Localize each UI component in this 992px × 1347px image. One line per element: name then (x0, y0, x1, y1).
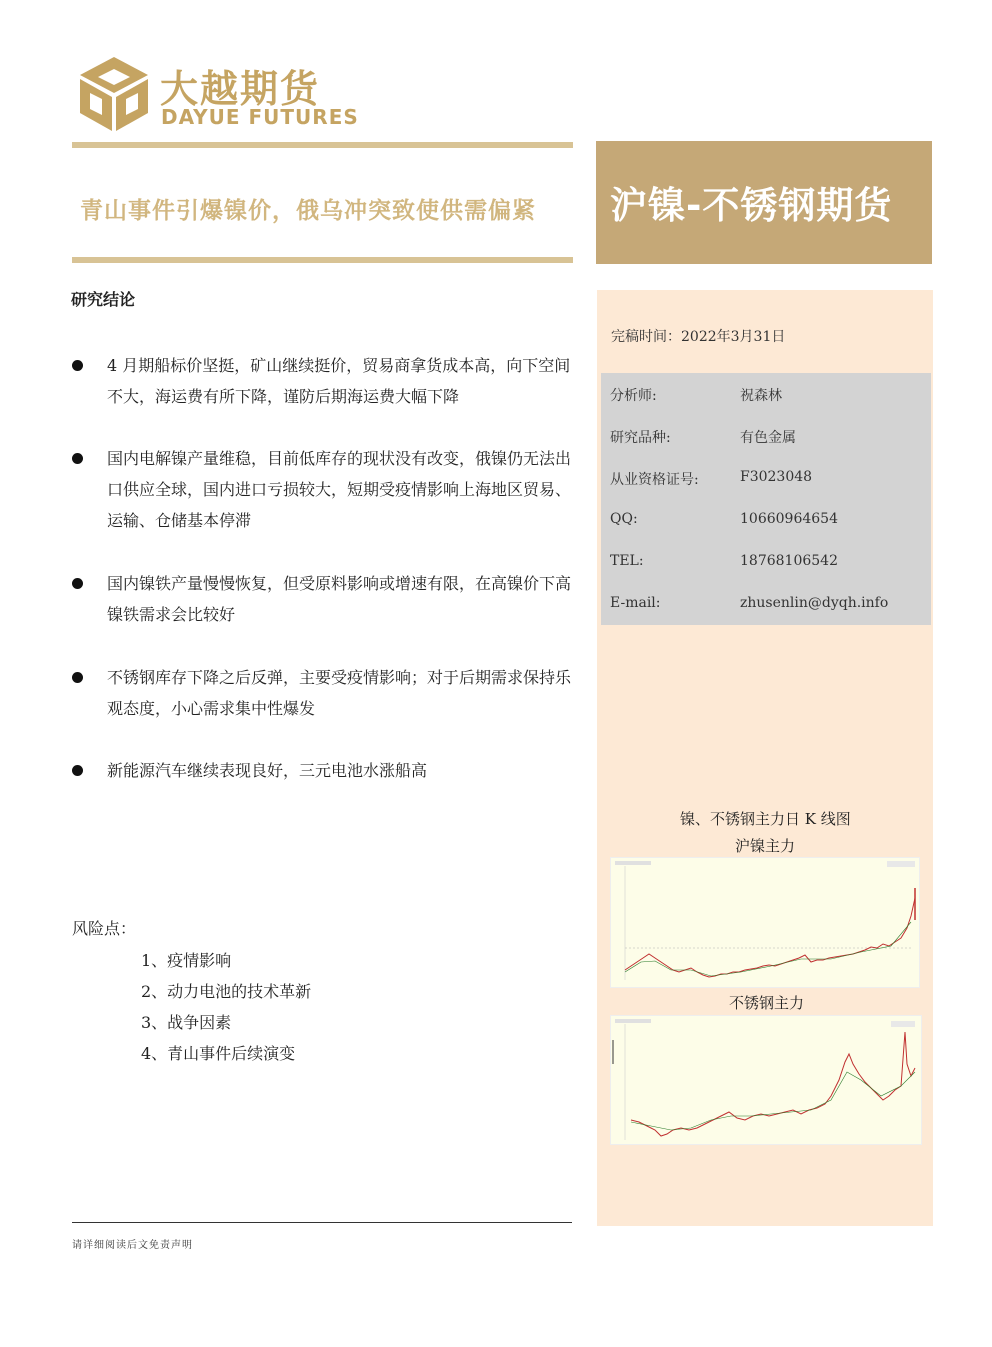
info-value: zhusenlin@dyqh.info (740, 595, 889, 611)
chart-section-title: 镍、不锈钢主力日 K 线图 (680, 810, 851, 828)
logo-name-en: DAYUE FUTURES (161, 105, 359, 129)
report-title: 青山事件引爆镍价，俄乌冲突致使供需偏紧 (80, 198, 536, 224)
product-banner (596, 141, 932, 264)
nickel-kline-chart (610, 857, 920, 988)
banner-title: 沪镍-不锈钢期货 (610, 184, 893, 227)
title-bottom-rule (72, 257, 573, 263)
bullet-icon (72, 453, 83, 464)
info-label: 研究品种: (610, 430, 671, 446)
bullet-text: 国内镍铁产量慢慢恢复，但受原料影响或增速有限，在高镍价下高镍铁需求会比较好 (107, 574, 572, 624)
risk-heading: 风险点： (72, 919, 137, 938)
info-value: 18768106542 (740, 553, 838, 569)
footer-rule (72, 1222, 572, 1223)
bullet-text: 新能源汽车继续表现良好，三元电池水涨船高 (107, 761, 428, 780)
logo-icon (78, 55, 150, 133)
info-value: F3023048 (740, 469, 813, 485)
conclusion-heading: 研究结论 (71, 290, 136, 309)
bullet-text: 国内电解镍产量维稳，目前低库存的现状没有改变，俄镍仍无法出口供应全球，国内进口亏损较大，短期受疫情影响上海地区贸易、运输、仓储基本停滞 (107, 449, 572, 530)
info-label: 从业资格证号: (610, 472, 699, 488)
analyst-info-box (601, 373, 931, 625)
info-value: 有色金属 (740, 430, 796, 446)
stainless-chart-label: 不锈钢主力 (729, 994, 805, 1012)
footer-disclaimer: 请详细阅读后文免责声明 (72, 1240, 193, 1251)
bullet-text: 不锈钢库存下降之后反弹，主要受疫情影响；对于后期需求保持乐观态度，小心需求集中性爆发 (107, 668, 572, 718)
bullet-text: 4 月期船标价坚挺，矿山继续挺价，贸易商拿货成本高，向下空间不大，海运费有所下降，谨防后期海运费大幅下降 (107, 356, 571, 406)
bullet-icon (72, 765, 83, 776)
stainless-kline-chart (610, 1015, 922, 1145)
bullet-icon (72, 578, 83, 589)
risk-item: 1、疫情影响 (141, 951, 232, 970)
finish-time: 完稿时间：2022年3月31日 (611, 329, 786, 345)
nickel-chart-label: 沪镍主力 (735, 837, 796, 855)
bullet-icon (72, 360, 83, 371)
bullet-icon (72, 672, 83, 683)
title-top-rule (72, 142, 573, 148)
info-label: QQ: (610, 511, 638, 527)
logo-name-cn: 大越期货 (160, 67, 321, 111)
risk-item: 3、战争因素 (141, 1013, 232, 1032)
info-label: 分析师: (610, 388, 657, 404)
info-label: TEL: (610, 553, 644, 569)
info-value: 祝森林 (740, 388, 782, 404)
risk-item: 2、动力电池的技术革新 (141, 982, 312, 1001)
info-label: E-mail: (610, 595, 661, 611)
info-value: 10660964654 (740, 511, 838, 527)
risk-item: 4、青山事件后续演变 (141, 1044, 296, 1063)
